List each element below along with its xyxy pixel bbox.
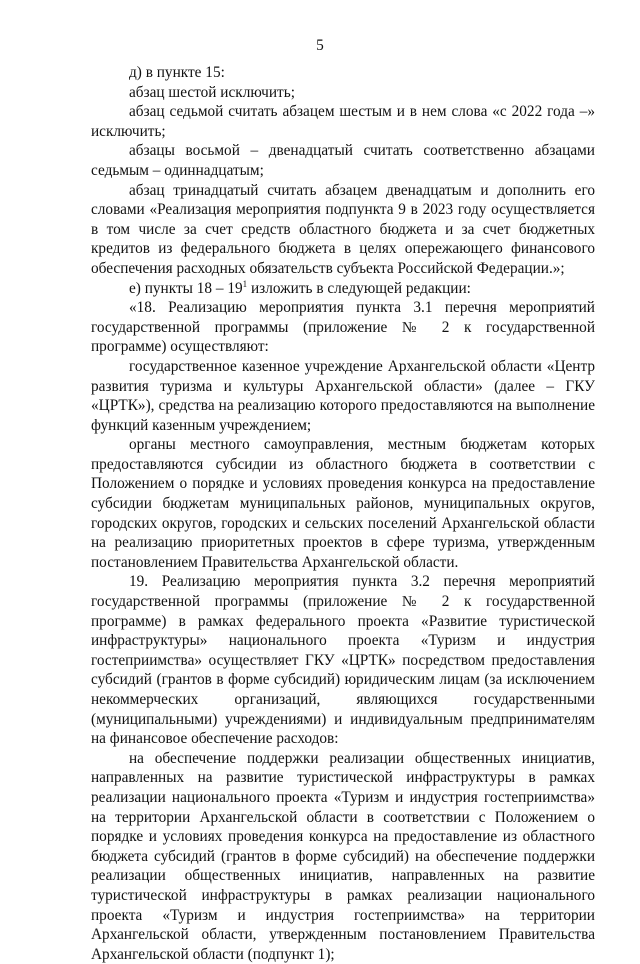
- paragraph-subitem-d: д) в пункте 15:: [129, 64, 225, 81]
- paragraph-public-initiatives: на обеспечение поддержки реализации общественных инициатив, направленных на развитие туристической инфраструктуры в рамках реализации национального проекта «Туризм и индустрия гостеприимства» на территории Архангельской области в соответствии с Положением о порядке и условиях проведения конкурса на предоставление из областного бюджета субсидий (грантов в форме субсидий) на обеспечение поддержки реализации общественных инициатив, направленных на развитие туристической инфраструктуры в рамках реализации национального проекта «Туризм и индустрия гостеприимства» на территории Архангельской области, утвержденным постановлением Правительства Архангельской области (подпункт 1);: [91, 749, 595, 963]
- paragraph-subitem-e: [91, 279, 595, 299]
- paragraph-gku-crtk: государственное казенное учреждение Архангельской области «Центр развития туризма и культуры Архангельской области» (далее – ГКУ «ЦРТК»), средства на реализацию которого предоставляются на выполнение функций казенным учреждением;: [91, 357, 595, 434]
- subitem-e-text-before: е) пункты 18 – 19: [129, 279, 243, 297]
- paragraph-point-19: 19. Реализацию мероприятия пункта 3.2 перечня мероприятий государственной программы (приложение № 2 к государственной программе) в рамках федерального проекта «Развитие туристической инфраструктуры» национального проекта «Туризм и индустрия гостеприимства» осуществляет ГКУ «ЦРТК» посредством предоставления субсидий (грантов в форме субсидий) юридическим лицам (за исключением некоммерческих организаций, являющихся государственными (муниципальными) учреждениями) и индивидуальным предпринимателям на финансовое обеспечение расходов:: [91, 573, 595, 748]
- subitem-e-text-after: изложить в следующей редакции:: [247, 279, 471, 297]
- paragraph-delete-abzac-6: абзац шестой исключить;: [129, 83, 295, 101]
- page-number: 5: [316, 37, 324, 54]
- paragraph-point-18: «18. Реализацию мероприятия пункта 3.1 перечня мероприятий государственной программы (приложение № 2 к государственной программе) осуществляют:: [91, 299, 595, 356]
- paragraph-abzac-7: абзац седьмой считать абзацем шестым и в нем слова «с 2022 года –» исключить;: [91, 103, 595, 140]
- paragraph-abzac-13: абзац тринадцатый считать абзацем двенадцатым и дополнить его словами «Реализация мероприятия подпункта 9 в 2023 году осуществляется в том числе за счет средств областного бюджета и за счет бюджетных кредитов из федерального бюджета в целях опережающего финансового обеспечения расходных обязательств субъекта Российской Федерации.»;: [91, 181, 595, 277]
- subitem-e-superscript: 1: [242, 278, 248, 289]
- paragraph-abzacs-8-12: абзацы восьмой – двенадцатый считать соответственно абзацами седьмым – одиннадцатым;: [91, 142, 595, 179]
- document-body: [91, 63, 595, 964]
- paragraph-local-governments: органы местного самоуправления, местным бюджетам которых предоставляются субсидии из областного бюджета в соответствии с Положением о порядке и условиях проведения конкурса на предоставление субсидии бюджетам муниципальных районов, муниципальных округов, городских округов, городских и сельских поселений Архангельской области на реализацию приоритетных проектов в сфере туризма, утвержденным постановлением Правительства Архангельской области.: [91, 436, 595, 571]
